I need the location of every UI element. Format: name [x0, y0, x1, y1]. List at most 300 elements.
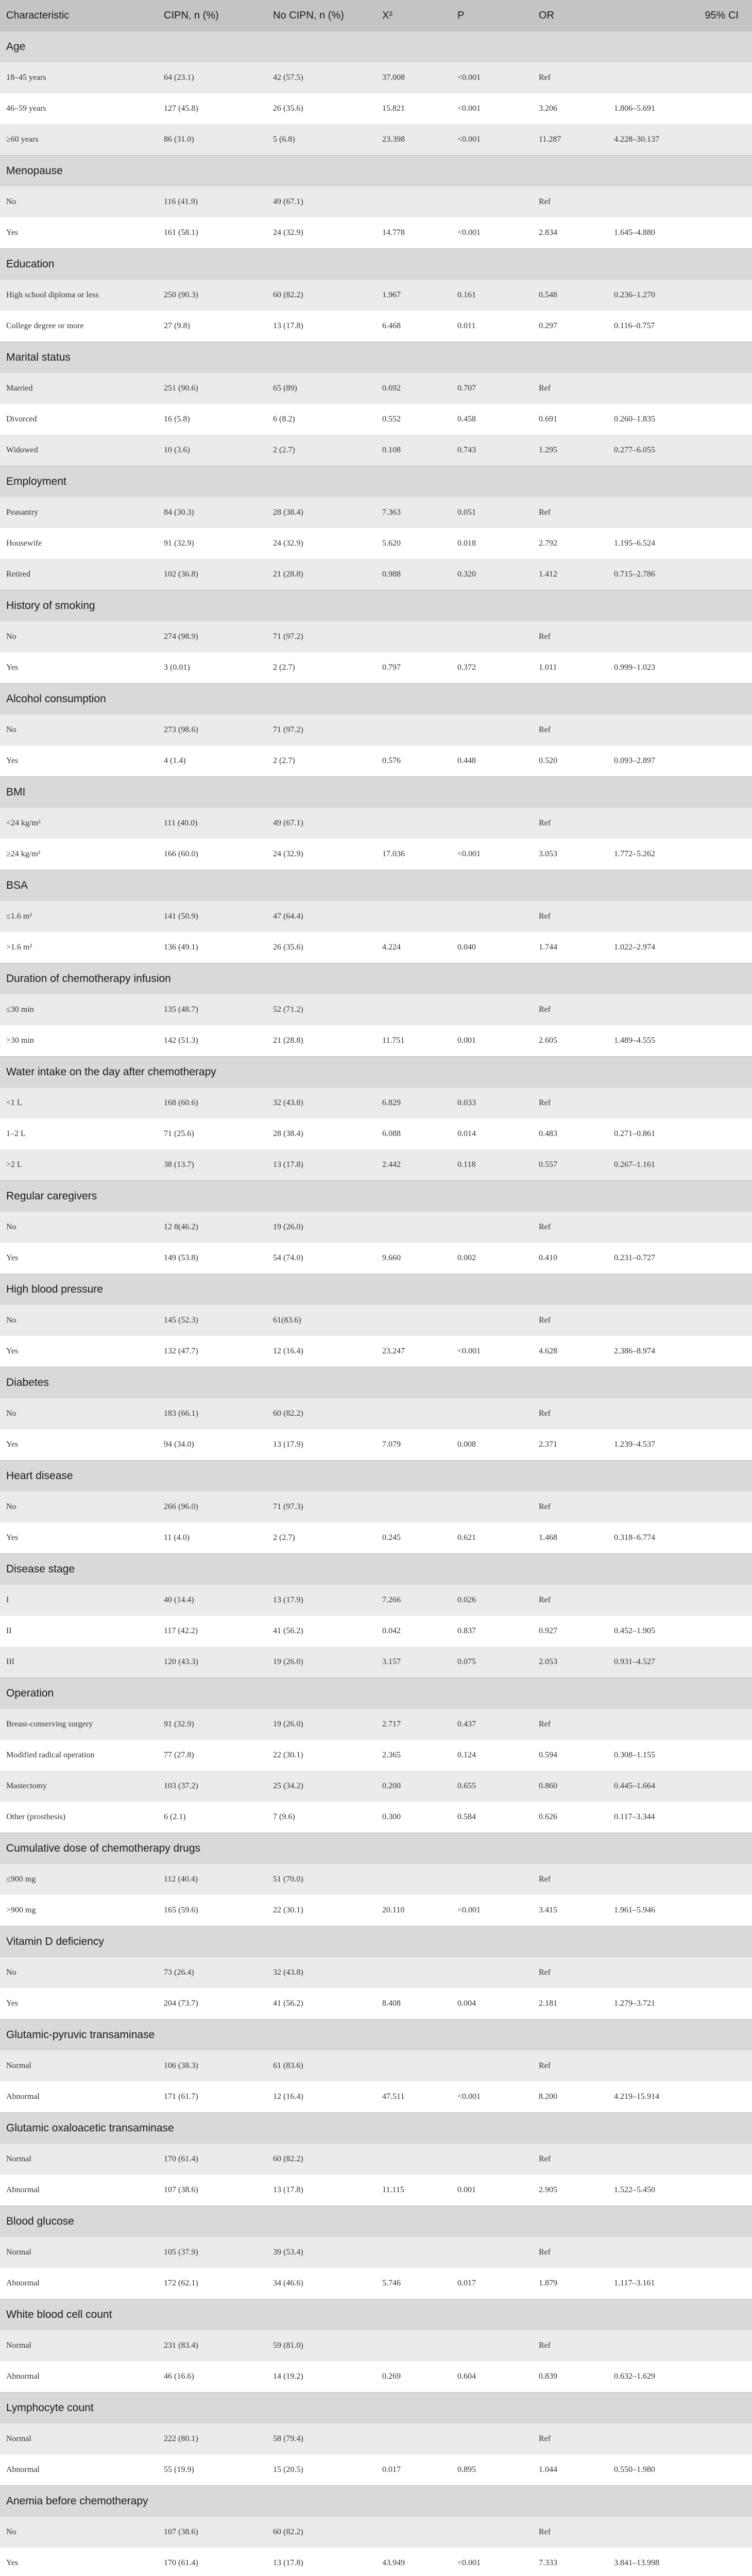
table-row [0, 435, 752, 466]
cell-characteristic: Widowed [0, 435, 158, 466]
cell-characteristic: Breast-conserving surgery [0, 1709, 158, 1740]
cell-characteristic: Normal [0, 2050, 158, 2081]
table-row [0, 1895, 752, 1926]
cell-no-cipn: 14 (19.2) [267, 2361, 376, 2393]
cell-no-cipn: 61 (83.6) [267, 2050, 376, 2081]
cell-characteristic: No [0, 1398, 158, 1429]
table-row [0, 652, 752, 684]
cell-odds-ratio: 2.181 [533, 1988, 608, 2020]
cell-cipn: 172 (62.1) [158, 2268, 267, 2299]
section-header-row [0, 684, 752, 715]
section-title: Lymphocyte count [0, 2393, 752, 2424]
cell-p-value: 0.743 [451, 435, 533, 466]
section-title: Disease stage [0, 1554, 752, 1585]
cell-confidence-interval [608, 901, 752, 932]
cell-confidence-interval [608, 715, 752, 745]
cell-no-cipn: 12 (16.4) [267, 1336, 376, 1367]
section-title: Diabetes [0, 1367, 752, 1399]
table-row [0, 1025, 752, 1057]
cell-p-value: 0.655 [451, 1771, 533, 1802]
cell-chi-square: 7.266 [376, 1585, 451, 1616]
cell-confidence-interval [608, 2144, 752, 2175]
cell-characteristic: Yes [0, 1988, 158, 2020]
cell-chi-square: 20.110 [376, 1895, 451, 1926]
table-row [0, 745, 752, 777]
cell-characteristic: Housewife [0, 528, 158, 559]
cell-confidence-interval: 0.715–2.786 [608, 559, 752, 590]
cell-odds-ratio: Ref [533, 2424, 608, 2454]
cell-confidence-interval [608, 2517, 752, 2548]
cell-p-value [451, 994, 533, 1025]
cell-characteristic: >2 L [0, 1149, 158, 1181]
cell-confidence-interval [608, 994, 752, 1025]
cell-odds-ratio: Ref [533, 1709, 608, 1740]
section-title: Cumulative dose of chemotherapy drugs [0, 1833, 752, 1865]
table-row [0, 93, 752, 124]
cell-p-value: <0.001 [451, 93, 533, 124]
cell-confidence-interval: 1.279–3.721 [608, 1988, 752, 2020]
cell-cipn: 64 (23.1) [158, 62, 267, 93]
cell-confidence-interval [608, 2330, 752, 2361]
cell-cipn: 168 (60.6) [158, 1088, 267, 1118]
cell-p-value [451, 1492, 533, 1522]
cell-odds-ratio: Ref [533, 901, 608, 932]
cell-cipn: 91 (32.9) [158, 528, 267, 559]
cell-odds-ratio: 3.053 [533, 839, 608, 870]
cell-confidence-interval: 0.445–1.664 [608, 1771, 752, 1802]
cell-confidence-interval [608, 1212, 752, 1243]
cell-cipn: 40 (14.4) [158, 1585, 267, 1616]
cell-cipn: 111 (40.0) [158, 808, 267, 839]
cell-odds-ratio: 2.371 [533, 1429, 608, 1461]
section-header-row [0, 1833, 752, 1865]
cell-odds-ratio: Ref [533, 1212, 608, 1243]
cell-characteristic: Yes [0, 1429, 158, 1461]
section-title: Glutamic oxaloacetic transaminase [0, 2113, 752, 2144]
cell-characteristic: Normal [0, 2237, 158, 2268]
table-row [0, 559, 752, 590]
cell-characteristic: 18–45 years [0, 62, 158, 93]
header-characteristic: Characteristic [0, 0, 158, 31]
table-row [0, 187, 752, 217]
cell-p-value: <0.001 [451, 124, 533, 156]
section-header-row [0, 1926, 752, 1958]
cell-no-cipn: 49 (67.1) [267, 808, 376, 839]
table-row [0, 994, 752, 1025]
cell-p-value [451, 2330, 533, 2361]
cell-odds-ratio: Ref [533, 2517, 608, 2548]
cell-chi-square: 17.036 [376, 839, 451, 870]
cell-confidence-interval: 1.117–3.161 [608, 2268, 752, 2299]
cell-characteristic: Abnormal [0, 2175, 158, 2206]
cell-no-cipn: 71 (97.2) [267, 621, 376, 652]
cell-confidence-interval: 0.999–1.023 [608, 652, 752, 684]
cell-characteristic: >900 mg [0, 1895, 158, 1926]
cell-no-cipn: 58 (79.4) [267, 2424, 376, 2454]
section-title: Education [0, 249, 752, 280]
cell-odds-ratio: Ref [533, 2330, 608, 2361]
cell-confidence-interval [608, 497, 752, 528]
cell-characteristic: College degree or more [0, 311, 158, 342]
cell-no-cipn: 60 (82.2) [267, 2517, 376, 2548]
cell-confidence-interval: 0.931–4.527 [608, 1647, 752, 1678]
section-title: Duration of chemotherapy infusion [0, 963, 752, 995]
cell-cipn: 77 (27.8) [158, 1740, 267, 1771]
cell-cipn: 273 (98.6) [158, 715, 267, 745]
cell-chi-square [376, 994, 451, 1025]
cell-cipn: 166 (60.0) [158, 839, 267, 870]
cell-p-value: <0.001 [451, 2548, 533, 2576]
cell-p-value: <0.001 [451, 839, 533, 870]
cell-confidence-interval [608, 1864, 752, 1895]
cell-odds-ratio: 2.605 [533, 1025, 608, 1057]
cell-chi-square: 3.157 [376, 1647, 451, 1678]
cell-p-value: 0.002 [451, 1243, 533, 1274]
cell-p-value [451, 1864, 533, 1895]
cell-no-cipn: 39 (53.4) [267, 2237, 376, 2268]
cell-characteristic: Peasantry [0, 497, 158, 528]
cell-confidence-interval [608, 1492, 752, 1522]
cell-chi-square: 2.442 [376, 1149, 451, 1181]
cell-chi-square: 7.363 [376, 497, 451, 528]
header-row [0, 0, 752, 31]
cell-chi-square [376, 2330, 451, 2361]
cell-no-cipn: 32 (43.8) [267, 1088, 376, 1118]
cell-p-value: <0.001 [451, 2081, 533, 2113]
section-header-row [0, 777, 752, 808]
cell-cipn: 105 (37.9) [158, 2237, 267, 2268]
cell-chi-square [376, 1212, 451, 1243]
cell-odds-ratio: 3.206 [533, 93, 608, 124]
cell-p-value: 0.372 [451, 652, 533, 684]
cell-chi-square: 0.200 [376, 1771, 451, 1802]
cell-p-value [451, 1305, 533, 1336]
table-row [0, 715, 752, 745]
cell-confidence-interval [608, 2424, 752, 2454]
table-body [0, 31, 752, 2576]
cell-confidence-interval [608, 621, 752, 652]
cell-odds-ratio: 0.691 [533, 404, 608, 435]
cell-odds-ratio: 1.468 [533, 1522, 608, 1554]
cell-odds-ratio: 0.594 [533, 1740, 608, 1771]
cell-cipn: 12 8(46.2) [158, 1212, 267, 1243]
table-row [0, 1088, 752, 1118]
table-row [0, 2144, 752, 2175]
cell-no-cipn: 24 (32.9) [267, 217, 376, 249]
cell-no-cipn: 60 (82.2) [267, 2144, 376, 2175]
cell-characteristic: Abnormal [0, 2081, 158, 2113]
table-row [0, 2268, 752, 2299]
cell-p-value [451, 715, 533, 745]
cell-chi-square: 0.988 [376, 559, 451, 590]
cell-chi-square: 43.949 [376, 2548, 451, 2576]
cell-no-cipn: 7 (9.6) [267, 1802, 376, 1833]
cell-cipn: 142 (51.3) [158, 1025, 267, 1057]
cell-characteristic: Abnormal [0, 2454, 158, 2486]
cell-no-cipn: 41 (56.2) [267, 1988, 376, 2020]
cell-chi-square: 11.751 [376, 1025, 451, 1057]
cell-characteristic: Yes [0, 2548, 158, 2576]
cell-confidence-interval: 2.386–8.974 [608, 1336, 752, 1367]
cell-p-value [451, 2144, 533, 2175]
cell-p-value: 0.018 [451, 528, 533, 559]
cell-characteristic: No [0, 621, 158, 652]
table-row [0, 2081, 752, 2113]
table-row [0, 124, 752, 156]
cell-chi-square: 0.692 [376, 373, 451, 404]
cell-odds-ratio: 0.483 [533, 1118, 608, 1149]
cell-characteristic: Yes [0, 1522, 158, 1554]
cell-cipn: 84 (30.3) [158, 497, 267, 528]
cell-no-cipn: 13 (17.8) [267, 311, 376, 342]
table-row [0, 1740, 752, 1771]
cell-no-cipn: 54 (74.0) [267, 1243, 376, 1274]
header-no-cipn: No CIPN, n (%) [267, 0, 376, 31]
cell-p-value: 0.033 [451, 1088, 533, 1118]
cell-characteristic: ≥24 kg/m² [0, 839, 158, 870]
cell-cipn: 141 (50.9) [158, 901, 267, 932]
cell-chi-square: 37.008 [376, 62, 451, 93]
cell-chi-square: 0.797 [376, 652, 451, 684]
cell-chi-square: 23.398 [376, 124, 451, 156]
cell-p-value: 0.604 [451, 2361, 533, 2393]
cell-characteristic: Normal [0, 2144, 158, 2175]
cell-p-value: 0.014 [451, 1118, 533, 1149]
cell-no-cipn: 6 (8.2) [267, 404, 376, 435]
cell-confidence-interval: 1.961–5.946 [608, 1895, 752, 1926]
header-cipn: CIPN, n (%) [158, 0, 267, 31]
cell-odds-ratio: Ref [533, 187, 608, 217]
cell-chi-square: 4.224 [376, 932, 451, 963]
cell-odds-ratio: 0.927 [533, 1616, 608, 1647]
cell-p-value: <0.001 [451, 217, 533, 249]
cell-cipn: 94 (34.0) [158, 1429, 267, 1461]
cell-chi-square: 23.247 [376, 1336, 451, 1367]
cell-confidence-interval [608, 1585, 752, 1616]
cell-characteristic: Yes [0, 1336, 158, 1367]
cell-cipn: 183 (66.1) [158, 1398, 267, 1429]
section-title: Glutamic-pyruvic transaminase [0, 2020, 752, 2051]
section-header-row [0, 249, 752, 280]
section-title: Anemia before chemotherapy [0, 2486, 752, 2517]
table-row [0, 1957, 752, 1988]
cell-odds-ratio: Ref [533, 1492, 608, 1522]
cell-no-cipn: 2 (2.7) [267, 1522, 376, 1554]
cell-no-cipn: 49 (67.1) [267, 187, 376, 217]
section-title: Blood glucose [0, 2206, 752, 2238]
cell-odds-ratio: 2.792 [533, 528, 608, 559]
cell-p-value: 0.320 [451, 559, 533, 590]
cell-chi-square [376, 1957, 451, 1988]
cell-cipn: 73 (26.4) [158, 1957, 267, 1988]
table-row [0, 1771, 752, 1802]
cell-characteristic: ≤1.6 m² [0, 901, 158, 932]
cell-confidence-interval: 0.452–1.905 [608, 1616, 752, 1647]
table-row [0, 404, 752, 435]
table-row [0, 621, 752, 652]
cell-cipn: 170 (61.4) [158, 2144, 267, 2175]
cell-p-value: 0.008 [451, 1429, 533, 1461]
cell-confidence-interval: 1.489–4.555 [608, 1025, 752, 1057]
cell-odds-ratio: 0.548 [533, 280, 608, 311]
cell-p-value [451, 901, 533, 932]
cell-odds-ratio: 2.834 [533, 217, 608, 249]
cell-cipn: 161 (58.1) [158, 217, 267, 249]
table-row [0, 2454, 752, 2486]
cell-p-value: 0.011 [451, 311, 533, 342]
section-header-row [0, 1181, 752, 1212]
cell-cipn: 222 (80.1) [158, 2424, 267, 2454]
cell-cipn: 116 (41.9) [158, 187, 267, 217]
cell-cipn: 107 (38.6) [158, 2517, 267, 2548]
header-odds-ratio: OR [533, 0, 608, 31]
cell-chi-square: 2.717 [376, 1709, 451, 1740]
cell-chi-square [376, 621, 451, 652]
cell-cipn: 3 (0.01) [158, 652, 267, 684]
cell-chi-square: 14.778 [376, 217, 451, 249]
cell-cipn: 120 (43.3) [158, 1647, 267, 1678]
cell-confidence-interval [608, 1709, 752, 1740]
cell-characteristic: II [0, 1616, 158, 1647]
cell-no-cipn: 22 (30.1) [267, 1895, 376, 1926]
cell-no-cipn: 13 (17.8) [267, 2548, 376, 2576]
cell-p-value [451, 2424, 533, 2454]
cell-chi-square [376, 187, 451, 217]
cell-characteristic: No [0, 1212, 158, 1243]
cell-chi-square: 5.746 [376, 2268, 451, 2299]
cell-cipn: 6 (2.1) [158, 1802, 267, 1833]
section-title: Operation [0, 1678, 752, 1709]
table-row [0, 528, 752, 559]
cell-cipn: 132 (47.7) [158, 1336, 267, 1367]
cell-cipn: 71 (25.6) [158, 1118, 267, 1149]
cell-chi-square: 6.088 [376, 1118, 451, 1149]
table-row [0, 497, 752, 528]
section-title: Menopause [0, 156, 752, 187]
cell-cipn: 4 (1.4) [158, 745, 267, 777]
cell-p-value [451, 2237, 533, 2268]
cell-cipn: 107 (38.6) [158, 2175, 267, 2206]
table-row [0, 1647, 752, 1678]
cell-characteristic: Other (prosthesis) [0, 1802, 158, 1833]
cell-cipn: 136 (49.1) [158, 932, 267, 963]
section-title: BMI [0, 777, 752, 808]
table-row [0, 1585, 752, 1616]
cell-chi-square: 47.511 [376, 2081, 451, 2113]
cell-odds-ratio: 0.626 [533, 1802, 608, 1833]
cell-no-cipn: 51 (70.0) [267, 1864, 376, 1895]
cell-confidence-interval: 1.645–4.880 [608, 217, 752, 249]
cell-confidence-interval [608, 1088, 752, 1118]
cell-chi-square: 11.115 [376, 2175, 451, 2206]
section-header-row [0, 1461, 752, 1492]
section-header-row [0, 466, 752, 498]
cell-odds-ratio: 2.905 [533, 2175, 608, 2206]
cell-chi-square: 8.408 [376, 1988, 451, 2020]
cell-odds-ratio: Ref [533, 497, 608, 528]
cell-no-cipn: 60 (82.2) [267, 280, 376, 311]
table-row [0, 62, 752, 93]
cell-odds-ratio: Ref [533, 808, 608, 839]
cell-odds-ratio: 1.011 [533, 652, 608, 684]
cell-cipn: 266 (96.0) [158, 1492, 267, 1522]
cell-cipn: 91 (32.9) [158, 1709, 267, 1740]
cell-characteristic: No [0, 715, 158, 745]
cell-confidence-interval: 0.308–1.155 [608, 1740, 752, 1771]
cell-p-value: 0.026 [451, 1585, 533, 1616]
section-title: White blood cell count [0, 2299, 752, 2331]
cell-p-value: 0.124 [451, 1740, 533, 1771]
section-header-row [0, 342, 752, 374]
cell-no-cipn: 59 (81.0) [267, 2330, 376, 2361]
cell-confidence-interval: 0.093–2.897 [608, 745, 752, 777]
cell-characteristic: Yes [0, 745, 158, 777]
cell-characteristic: <24 kg/m² [0, 808, 158, 839]
cell-no-cipn: 15 (20.5) [267, 2454, 376, 2486]
table-row [0, 1212, 752, 1243]
cell-odds-ratio: Ref [533, 715, 608, 745]
cell-odds-ratio: Ref [533, 1398, 608, 1429]
cell-cipn: 149 (53.8) [158, 1243, 267, 1274]
cell-confidence-interval: 0.632–1.629 [608, 2361, 752, 2393]
cell-characteristic: >30 min [0, 1025, 158, 1057]
cell-p-value: 0.458 [451, 404, 533, 435]
cell-no-cipn: 24 (32.9) [267, 839, 376, 870]
cell-no-cipn: 13 (17.9) [267, 1429, 376, 1461]
cell-characteristic: No [0, 187, 158, 217]
table-row [0, 932, 752, 963]
cell-p-value: 0.448 [451, 745, 533, 777]
cell-chi-square [376, 2424, 451, 2454]
cell-confidence-interval: 0.267–1.161 [608, 1149, 752, 1181]
table-row [0, 1616, 752, 1647]
cell-no-cipn: 71 (97.2) [267, 715, 376, 745]
cell-no-cipn: 61(83.6) [267, 1305, 376, 1336]
cell-characteristic: Abnormal [0, 2268, 158, 2299]
cell-characteristic: ≤900 mg [0, 1864, 158, 1895]
section-title: Employment [0, 466, 752, 498]
cell-odds-ratio: 8.200 [533, 2081, 608, 2113]
table-row [0, 2050, 752, 2081]
cell-cipn: 117 (42.2) [158, 1616, 267, 1647]
cell-p-value: 0.621 [451, 1522, 533, 1554]
cell-cipn: 204 (73.7) [158, 1988, 267, 2020]
cell-cipn: 46 (16.6) [158, 2361, 267, 2393]
cell-confidence-interval [608, 1398, 752, 1429]
cell-p-value [451, 2050, 533, 2081]
cell-confidence-interval: 4.228–30.137 [608, 124, 752, 156]
table-row [0, 280, 752, 311]
cell-p-value: 0.001 [451, 2175, 533, 2206]
cell-cipn: 55 (19.9) [158, 2454, 267, 2486]
cell-p-value [451, 621, 533, 652]
section-header-row [0, 1057, 752, 1088]
cell-no-cipn: 2 (2.7) [267, 652, 376, 684]
cell-no-cipn: 34 (46.6) [267, 2268, 376, 2299]
cell-characteristic: >1.6 m² [0, 932, 158, 963]
table-row [0, 1709, 752, 1740]
cell-confidence-interval: 0.550–1.980 [608, 2454, 752, 2486]
section-header-row [0, 31, 752, 63]
cell-characteristic: Married [0, 373, 158, 404]
cell-characteristic: Mastectomy [0, 1771, 158, 1802]
table-row [0, 217, 752, 249]
section-title: Heart disease [0, 1461, 752, 1492]
cell-chi-square: 9.660 [376, 1243, 451, 1274]
table-row [0, 808, 752, 839]
cell-confidence-interval: 0.231–0.727 [608, 1243, 752, 1274]
cell-p-value [451, 1212, 533, 1243]
